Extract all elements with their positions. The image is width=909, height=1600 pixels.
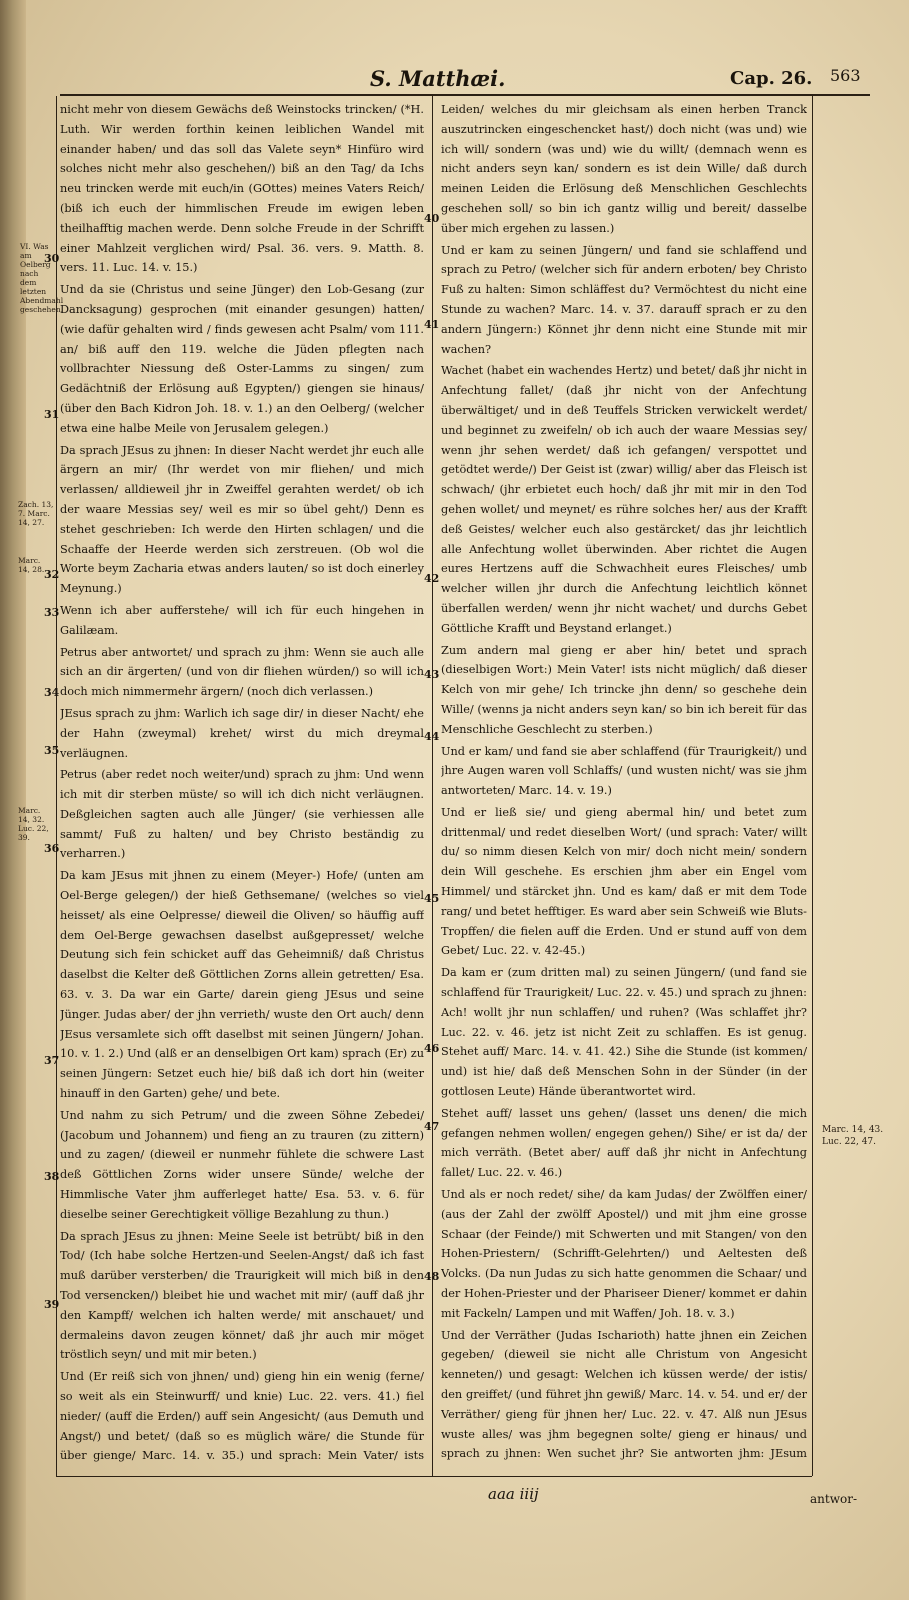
verse-number: 36 — [44, 842, 60, 855]
margin-note: Marc. 14, 43. Luc. 22, 47. — [822, 1125, 884, 1147]
verse-number: 35 — [44, 744, 60, 757]
verse-number: 30 — [44, 252, 60, 265]
page-gutter — [0, 0, 26, 1600]
margin-note: Zach. 13, 7. Marc. 14, 27. — [18, 500, 54, 527]
margin-note: VI. Was am Oelberg nach dem letzten Abendmahl geschehen. — [20, 242, 64, 314]
verse-number: 31 — [44, 408, 60, 421]
chapter-label: Cap. 26. — [730, 68, 813, 89]
verse-paragraph: Wachet (habet ein wachendes Hertz) und betet/ daß jhr nicht in Anfechtung fallet/ (daß jhr nicht von der Anfechtung überwältiget/ und in deß Teuffels Stricken verwickelt werdet/ und beginnet zu zweifeln/ ob ich auch der waare Messias sey/ wenn jhr sehen werdet/ daß ich gefangen/ verspottet und getödtet werde/) Der Geist ist (zwar) willig/ aber das Fleisch ist schwach/ (jhr erbietet euch hoch/ daß jhr mit mir in den Tod gehen wollet/ und meynet/ es rühre solches her/ aus der Krafft deß Geistes/ welcher euch also gestärcket/ das jhr leichtlich alle Anfechtung wollet überwinden. Aber richtet die Augen eures Hertzens auff die Schwachheit eures Fleisches/ umb welcher willen jhr durch die Anfechtung leichtlich könnet überfallen werden/ wenn jhr nicht wachet/ und durchs Gebet Göttliche Krafft und Beystand erlanget.) — [441, 364, 807, 635]
margin-note: Marc. 14, 28. — [18, 556, 45, 574]
running-head — [60, 66, 870, 96]
verse-paragraph: Und als er noch redet/ sihe/ da kam Judas/ der Zwölffen einer/ (aus der Zahl der zwölff Apostel/) und mit jhm eine grosse Schaar (der Feinde/) mit Schwerten und mit Stangen/ von den Hohen-Priestern/ (Schrifft-Gelehrten/) und Aeltesten deß Volcks. (Da nun Judas zu sich hatte genommen die Schaar/ und der Hohen-Priester und der Phariseer Diener/ kommet er dahin mit Fackeln/ Lampen und mit Waffen/ Joh. 18. v. 3.) — [441, 1188, 807, 1320]
verse-number: 44 — [424, 730, 440, 743]
page-number: 563 — [830, 66, 861, 85]
bottom-frame-rule — [56, 1476, 812, 1477]
verse-paragraph: Petrus aber antwortet/ und sprach zu jhm: Wenn sie auch alle sich an dir ärgerten/ (und von dir fliehen würden/) so will ich doch mich nimmermehr ärgern/ (noch dich verlassen.) — [60, 645, 424, 699]
verse-paragraph: Und er ließ sie/ und gieng abermal hin/ und betet zum drittenmal/ und redet dieselben Wort/ (und sprach: Vater/ willt du/ so nimm diesen Kelch von mir/ doch nicht mein/ sondern dein Will geschehe. Es erschien jhm aber ein Engel vom Himmel/ und stärcket jhn. Und es kam/ daß er mit dem Tode rang/ und betet hefftiger. Es ward aber sein Schweiß wie Bluts-Tropffen/ die fielen auff die Erden. Und er stund auff von dem Gebet/ Luc. 22. v. 42-45.) — [441, 805, 807, 958]
verse-number: 40 — [424, 212, 440, 225]
right-text-column — [441, 100, 807, 1465]
verse-number: 48 — [424, 1270, 440, 1283]
verse-number: 38 — [44, 1170, 60, 1183]
verse-number: 46 — [424, 1042, 440, 1055]
verse-paragraph: Und da sie (Christus und seine Jünger) den Lob-Gesang (zur Dancksagung) gesprochen (mit einander gesungen) hatten/ (wie dafür gehalten wird / finds gewesen acht Psalm/ vom 111. an/ biß auff den 119. welche die Jüden pflegten nach vollbrachter Niessung deß Oster-Lamms zu singen/ zum Gedächtniß der Erlösung auß Egypten/) giengen sie hinaus/ (über den Bach Kidron Joh. 18. v. 1.) an den Oelberg/ (welcher etwa eine halbe Meile von Jerusalem gelegen.) — [60, 283, 424, 435]
verse-paragraph: Leiden/ welches du mir gleichsam als einen herben Tranck auszutrincken eingeschencket hast/) doch nicht (was und) wie ich will/ sondern (was und) wie du willt/ (demnach wenn es nicht anders seyn kan/ sondern es ist dein Wille/ daß durch meinen Leiden die Erlösung deß Menschlichen Geschlechts geschehen soll/ so bin ich gantz willig und bereit/ dasselbe über mich ergehen zu lassen.) — [441, 103, 807, 235]
verse-number: 33 — [44, 606, 60, 619]
verse-paragraph: Und (Er reiß sich von jhnen/ und) gieng hin ein wenig (ferne/ so weit als ein Steinwurff/ und knie) Luc. 22. vers. 41.) fiel nieder/ (auff die Erden/) auff sein Angesicht/ (aus Demuth und Angst/) und betet/ (daß so es müglich wäre/ die Stunde für über gienge/ Marc. 14. v. 35.) und sprach: Mein Vater/ ists — [60, 1370, 424, 1463]
verse-number: 43 — [424, 668, 440, 681]
verse-number: 47 — [424, 1120, 440, 1133]
verse-number: 42 — [424, 572, 440, 585]
verse-number: 32 — [44, 568, 60, 581]
book-title: S. Matthæi. — [370, 66, 506, 91]
verse-paragraph: Zum andern mal gieng er aber hin/ betet und sprach (dieselbigen Wort:) Mein Vater! ists nicht müglich/ daß dieser Kelch von mir gehe/ Ich trincke jhn denn/ so geschehe dein Wille/ (wenns ja nicht anders seyn kan/ so bin ich bereit für das Menschliche Geschlecht zu sterben.) — [441, 643, 807, 736]
verse-paragraph: Da kam er (zum dritten mal) zu seinen Jüngern/ (und fand sie schlaffend für Traurigkeit/ Luc. 22. v. 45.) und sprach zu jhnen: Ach! wollt jhr nun schlaffen/ und ruhen? (Was schlaffet jhr? Luc. 22. v. 46. jetz ist nicht Zeit zu schlaffen. Es ist genug. Stehet auff/ Marc. 14. v. 41. 42.) Sihe die Stunde (ist kommen/ und) ist hie/ daß deß Menschen Sohn in der Sünder (in der gottlosen Leute) Hände überantwortet wird. — [441, 966, 807, 1099]
verse-paragraph: Stehet auff/ lasset uns gehen/ (lasset uns denen/ die mich gefangen nehmen wollen/ engegen gehen/) Sihe/ er ist da/ der mich verräth. (Betet aber/ auff daß jhr nicht in Anfechtung fallet/ Luc. 22. v. 46.) — [441, 1106, 807, 1180]
verse-paragraph: nicht mehr von diesem Gewächs deß Weinstocks trincken/ (*H. Luth. Wir werden forthin keinen leiblichen Wandel mit einander haben/ und das soll das Valete seyn* Hinfüro wird solches nicht mehr also geschehen/) biß an den Tag/ da Ichs neu trincken werde mit euch/in (GOttes) meines Vaters Reich/ (biß ich euch der himmlischen Freude im ewigen leben theilhafftig machen werde. Denn solche Freude in der Schrifft einer Mahlzeit verglichen wird/ Psal. 36. vers. 9. Matth. 8. vers. 11. Luc. 14. v. 15.) — [60, 103, 424, 275]
right-frame-rule — [812, 96, 813, 1476]
verse-paragraph: Und nahm zu sich Petrum/ und die zween Söhne Zebedei/ (Jacobum und Johannem) und fieng an zu trauren (zu zittern) und zu zagen/ (dieweil er nunmehr fühlete die schwere Last deß Göttlichen Zorns wider unsere Sünde/ welche der Himmlische Vater jhm aufferleget hatte/ Esa. 53. v. 6. für dieselbe seiner Gerechtigkeit völlige Bezahlung zu thun.) — [60, 1108, 424, 1221]
verse-number: 34 — [44, 686, 60, 699]
catchword: antwor- — [810, 1492, 857, 1506]
verse-paragraph: Petrus (aber redet noch weiter/und) sprach zu jhm: Und wenn ich mit dir sterben müste/ so will ich dich nicht verläugnen. Deßgleichen sagten auch alle Jünger/ (sie verhiessen alle sammt/ Fuß zu halten/ und bey Christo beständig zu verharren.) — [60, 768, 424, 861]
signature-mark: aaa iiij — [488, 1485, 539, 1503]
verse-paragraph: Da sprach JEsus zu jhnen: In dieser Nacht werdet jhr euch alle ärgern an mir/ (Ihr werdet von mir fliehen/ und mich verlassen/ alldieweil jhr in Zweiffel gerahten werdet/ ob ich der waare Messias sey/ weil es mir so übel geht/) Denn es stehet geschrieben: Ich werde den Hirten schlagen/ und die Schaaffe der Heerde werden sich zerstreuen. (Ob wol die Worte beym Zacharia etwas anders lauten/ so ist doch einerley Meynung.) — [60, 443, 424, 596]
verse-paragraph: JEsus sprach zu jhm: Warlich ich sage dir/ in dieser Nacht/ ehe der Hahn (zweymal) krehet/ wirst du mich dreymal verläugnen. — [60, 706, 424, 760]
header-rule — [60, 94, 870, 96]
left-text-column — [60, 100, 424, 1465]
verse-paragraph: Und er kam zu seinen Jüngern/ und fand sie schlaffend und sprach zu Petro/ (welcher sich für andern erboten/ bey Christo Fuß zu halten: Simon schläffest du? Vermöchtest du nicht eine Stunde zu wachen? Marc. 14. v. 37. darauff sprach er zu den andern Jüngern:) Könnet jhr denn nicht eine Stunde mit mir wachen? — [441, 243, 807, 356]
verse-paragraph: Da sprach JEsus zu jhnen: Meine Seele ist betrübt/ biß in den Tod/ (Ich habe solche Hertzen-und Seelen-Angst/ daß ich fast muß darüber versterben/ die Traurigkeit will mich biß in den Tod versencken/) bleibet hie und wachet mit mir/ (auff daß jhr den Kampff/ welchen ich halten werde/ mit anschauet/ und dermaleins davon zeugen könnet/ daß jhr auch mir möget tröstlich seyn/ und mit mir beten.) — [60, 1229, 424, 1362]
verse-paragraph: Und der Verräther (Judas Ischarioth) hatte jhnen ein Zeichen gegeben/ (dieweil sie nicht alle Christum von Angesicht kenneten/) und gesagt: Welchen ich küssen werde/ der istis/ den greiffet/ (und führet jhn gewiß/ Marc. 14. v. 54. und er/ der Verräther/ gieng für jhnen her/ Luc. 22. v. 47. Alß nun JEsus wuste alles/ was jhm begegnen solte/ gieng er hinaus/ und sprach zu jhnen: Wen suchet jhr? Sie antworten jhm: JEsum — [441, 1328, 807, 1461]
verse-paragraph: Da kam JEsus mit jhnen zu einem (Meyer-) Hofe/ (unten am Oel-Berge gelegen/) der hieß Gethsemane/ (welches so viel heisset/ als eine Oelpresse/ dieweil die Oliven/ so häuffig auff dem Oel-Berge gewachsen daselbst außgepresset/ welche Deutung sich fein schicket auff das Geheimniß/ daß Christus daselbst die Kelter deß Göttlichen Zorns allein getretten/ Esa. 63. v. 3. Da war ein Garte/ darein gieng JEsus und seine Jünger. Judas aber/ der jhn verrieth/ wuste den Ort auch/ denn JEsus versamlete sich offt daselbst mit seinen Jüngern/ Johan. 10. v. 1. 2.) Und (alß er an denselbigen Ort kam) sprach (Er) zu seinen Jüngern: Setzet euch hie/ biß daß ich dort hin (weiter hinauff in den Garten) gehe/ und bete. — [60, 869, 424, 1101]
margin-note: Marc. 14, 32. Luc. 22, 39. — [18, 806, 49, 842]
verse-number: 37 — [44, 1054, 60, 1067]
verse-number: 45 — [424, 892, 440, 905]
verse-number: 41 — [424, 318, 440, 331]
verse-number: 39 — [44, 1298, 60, 1311]
verse-paragraph: Wenn ich aber aufferstehe/ will ich für euch hingehen in Galilæam. — [60, 603, 424, 637]
verse-paragraph: Und er kam/ und fand sie aber schlaffend (für Traurigkeit/) und jhre Augen waren voll Schlaffs/ (und wusten nicht/ was sie jhm antworteten/ Marc. 14. v. 19.) — [441, 744, 807, 798]
center-rule — [432, 96, 433, 1476]
